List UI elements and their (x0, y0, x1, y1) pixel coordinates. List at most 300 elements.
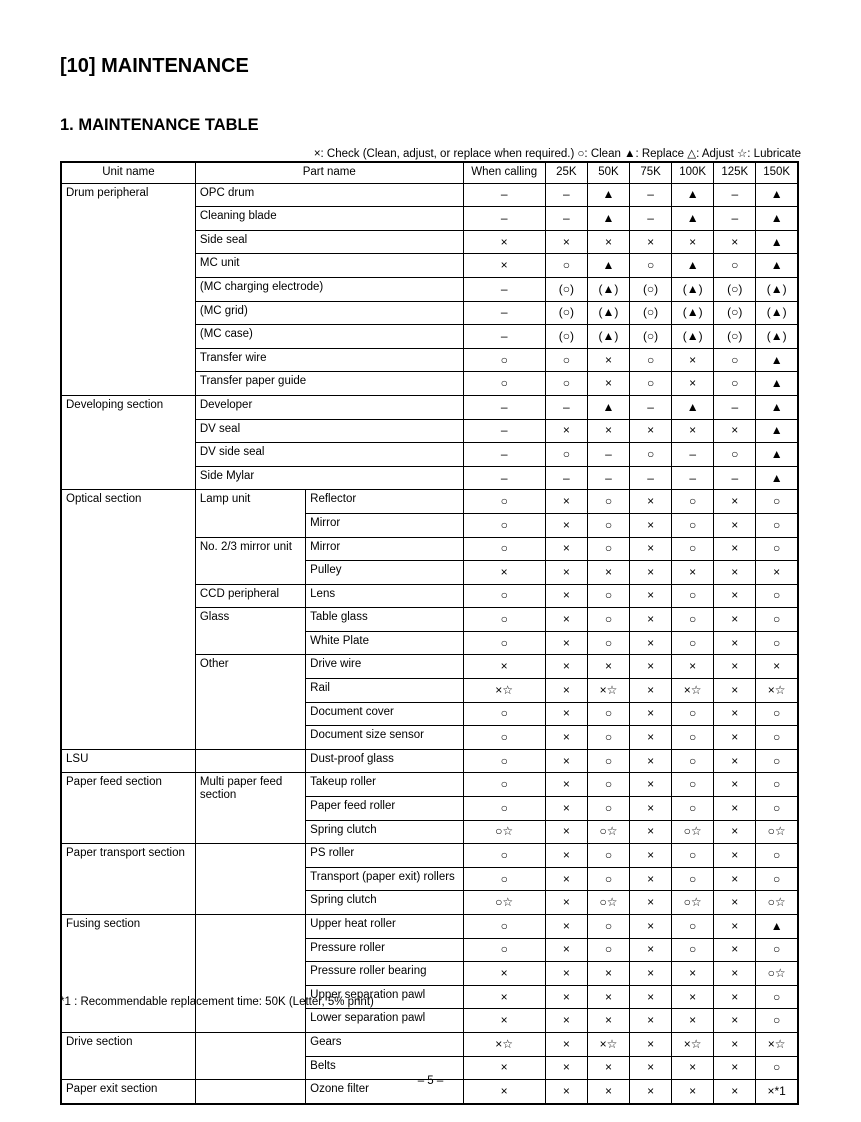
maintenance-symbol-cell: ○ (463, 631, 545, 655)
maintenance-symbol-cell: ×*1 (756, 1080, 798, 1104)
maintenance-symbol-cell: ▲ (672, 183, 714, 207)
maintenance-symbol-cell: ▲ (672, 395, 714, 419)
maintenance-symbol-cell: ○☆ (463, 891, 545, 915)
maintenance-symbol-cell: × (714, 820, 756, 844)
maintenance-symbol-cell: – (463, 395, 545, 419)
maintenance-symbol-cell: ○ (672, 749, 714, 773)
maintenance-symbol-cell: (▲) (672, 301, 714, 325)
maintenance-symbol-cell: ▲ (756, 419, 798, 443)
maintenance-symbol-cell: ○ (672, 938, 714, 962)
maintenance-symbol-cell: ○ (545, 443, 587, 467)
part-name-cell: Takeup roller (306, 773, 463, 797)
maintenance-symbol-cell: ○ (587, 797, 629, 821)
part-name-cell: (MC charging electrode) (195, 277, 463, 301)
maintenance-symbol-cell: × (714, 679, 756, 703)
part-group-cell (195, 749, 305, 773)
unit-name-cell: Paper feed section (61, 773, 195, 844)
column-header-when-calling: When calling (463, 162, 545, 183)
maintenance-symbol-cell: × (630, 655, 672, 679)
page-number: – 5 – (417, 1075, 444, 1087)
maintenance-symbol-cell: × (630, 844, 672, 868)
maintenance-symbol-cell: ○ (463, 938, 545, 962)
maintenance-symbol-cell: – (545, 395, 587, 419)
maintenance-symbol-cell: ▲ (587, 183, 629, 207)
maintenance-symbol-cell: (○) (545, 277, 587, 301)
maintenance-symbol-cell: ○ (756, 773, 798, 797)
maintenance-symbol-cell: ○ (672, 726, 714, 750)
maintenance-symbol-cell: ○☆ (672, 891, 714, 915)
maintenance-symbol-cell: ○ (587, 631, 629, 655)
part-name-cell: MC unit (195, 254, 463, 278)
maintenance-symbol-cell: ○ (756, 867, 798, 891)
maintenance-symbol-cell: × (630, 915, 672, 939)
unit-name-cell: Paper transport section (61, 844, 195, 915)
maintenance-symbol-cell: ▲ (756, 443, 798, 467)
maintenance-symbol-cell: × (545, 1032, 587, 1056)
maintenance-symbol-cell: × (630, 891, 672, 915)
maintenance-symbol-cell: ○☆ (463, 820, 545, 844)
maintenance-symbol-cell: × (630, 490, 672, 514)
maintenance-symbol-cell: ○☆ (756, 962, 798, 986)
unit-name-cell: LSU (61, 749, 195, 773)
maintenance-symbol-cell: × (545, 1080, 587, 1104)
maintenance-symbol-cell: ○ (756, 726, 798, 750)
part-name-cell: Mirror (306, 537, 463, 561)
maintenance-symbol-cell: ○ (587, 702, 629, 726)
maintenance-symbol-cell: (▲) (756, 277, 798, 301)
maintenance-symbol-cell: ○ (587, 844, 629, 868)
maintenance-symbol-cell: (○) (630, 277, 672, 301)
unit-name-cell: Optical section (61, 490, 195, 750)
part-name-cell: Lens (306, 584, 463, 608)
table-row (61, 183, 798, 207)
maintenance-symbol-cell: × (545, 230, 587, 254)
part-name-cell: Spring clutch (306, 820, 463, 844)
maintenance-symbol-cell: – (463, 301, 545, 325)
maintenance-symbol-cell: ○☆ (587, 820, 629, 844)
maintenance-symbol-cell: – (714, 395, 756, 419)
maintenance-symbol-cell: × (630, 749, 672, 773)
maintenance-symbol-cell: (○) (714, 325, 756, 349)
maintenance-symbol-cell: ○ (756, 584, 798, 608)
maintenance-symbol-cell: ○☆ (756, 820, 798, 844)
maintenance-symbol-cell: – (630, 183, 672, 207)
maintenance-symbol-cell: × (545, 938, 587, 962)
part-name-cell: Gears (306, 1032, 463, 1056)
maintenance-symbol-cell: (▲) (587, 277, 629, 301)
part-name-cell: Table glass (306, 608, 463, 632)
unit-name-cell: Drive section (61, 1032, 195, 1079)
maintenance-symbol-cell: – (463, 443, 545, 467)
footnote: *1 : Recommendable replacement time: 50K (Letter, 5% print) (60, 996, 374, 1008)
maintenance-symbol-cell: ○ (672, 915, 714, 939)
maintenance-symbol-cell: × (463, 985, 545, 1009)
part-name-cell: White Plate (306, 631, 463, 655)
unit-name-cell: Fusing section (61, 915, 195, 1033)
maintenance-symbol-cell: × (545, 844, 587, 868)
maintenance-symbol-cell: ○ (756, 537, 798, 561)
maintenance-symbol-cell: ▲ (756, 466, 798, 490)
maintenance-symbol-cell: ○ (463, 844, 545, 868)
maintenance-symbol-cell: × (545, 820, 587, 844)
maintenance-symbol-cell: × (545, 679, 587, 703)
part-name-cell: Spring clutch (306, 891, 463, 915)
part-name-cell: (MC grid) (195, 301, 463, 325)
maintenance-symbol-cell: – (587, 466, 629, 490)
maintenance-symbol-cell: × (672, 1080, 714, 1104)
maintenance-symbol-cell: × (545, 1009, 587, 1033)
maintenance-symbol-cell: ○ (756, 749, 798, 773)
maintenance-symbol-cell: × (630, 1056, 672, 1080)
maintenance-symbol-cell: ×☆ (587, 679, 629, 703)
maintenance-symbol-cell: × (587, 1056, 629, 1080)
maintenance-symbol-cell: – (545, 183, 587, 207)
part-name-cell: Reflector (306, 490, 463, 514)
maintenance-symbol-cell: × (672, 1009, 714, 1033)
maintenance-symbol-cell: ○ (463, 372, 545, 396)
maintenance-symbol-cell: × (714, 1080, 756, 1104)
part-name-cell: Cleaning blade (195, 207, 463, 231)
maintenance-symbol-cell: ○ (672, 584, 714, 608)
maintenance-symbol-cell: ○ (463, 726, 545, 750)
maintenance-symbol-cell: ○ (756, 938, 798, 962)
maintenance-symbol-cell: ×☆ (672, 679, 714, 703)
maintenance-symbol-cell: × (545, 419, 587, 443)
part-name-cell: (MC case) (195, 325, 463, 349)
maintenance-symbol-cell: × (630, 1009, 672, 1033)
unit-name-cell: Developing section (61, 395, 195, 489)
part-name-cell: Transport (paper exit) rollers (306, 867, 463, 891)
maintenance-symbol-cell: ○ (714, 443, 756, 467)
maintenance-symbol-cell: × (630, 230, 672, 254)
maintenance-symbol-cell: × (545, 513, 587, 537)
maintenance-symbol-cell: × (587, 985, 629, 1009)
maintenance-symbol-cell: (○) (545, 325, 587, 349)
table-row (61, 773, 798, 797)
maintenance-symbol-cell: – (630, 466, 672, 490)
maintenance-symbol-cell: ○ (672, 537, 714, 561)
part-name-cell: Transfer wire (195, 348, 463, 372)
maintenance-symbol-cell: ○ (463, 537, 545, 561)
maintenance-symbol-cell: × (630, 1080, 672, 1104)
maintenance-symbol-cell: ○ (756, 513, 798, 537)
maintenance-symbol-cell: ○ (587, 773, 629, 797)
maintenance-symbol-cell: × (587, 230, 629, 254)
maintenance-symbol-cell: × (545, 1056, 587, 1080)
maintenance-symbol-cell: ○ (672, 867, 714, 891)
maintenance-symbol-cell: × (630, 867, 672, 891)
maintenance-symbol-cell: ○ (587, 584, 629, 608)
maintenance-symbol-cell: × (714, 419, 756, 443)
maintenance-symbol-cell: (○) (714, 277, 756, 301)
maintenance-symbol-cell: – (672, 443, 714, 467)
maintenance-symbol-cell: × (672, 348, 714, 372)
part-name-cell: Paper feed roller (306, 797, 463, 821)
part-name-cell: Lower separation pawl (306, 1009, 463, 1033)
maintenance-symbol-cell: × (630, 962, 672, 986)
maintenance-symbol-cell: ×☆ (463, 679, 545, 703)
maintenance-symbol-cell: × (463, 1056, 545, 1080)
maintenance-symbol-cell: × (714, 1009, 756, 1033)
maintenance-symbol-cell: – (714, 466, 756, 490)
maintenance-symbol-cell: ○ (463, 584, 545, 608)
maintenance-symbol-cell: × (630, 985, 672, 1009)
maintenance-symbol-cell: × (463, 254, 545, 278)
maintenance-symbol-cell: × (630, 726, 672, 750)
part-group-cell (195, 1032, 305, 1079)
maintenance-symbol-cell: × (587, 1080, 629, 1104)
maintenance-symbol-cell: × (545, 702, 587, 726)
maintenance-symbol-cell: ○ (463, 915, 545, 939)
maintenance-symbol-cell: × (463, 1009, 545, 1033)
maintenance-symbol-cell: – (463, 325, 545, 349)
maintenance-symbol-cell: ▲ (756, 915, 798, 939)
maintenance-symbol-cell: ○☆ (672, 820, 714, 844)
maintenance-symbol-cell: × (714, 726, 756, 750)
maintenance-symbol-cell: ×☆ (587, 1032, 629, 1056)
maintenance-symbol-cell: ▲ (587, 207, 629, 231)
part-group-cell: CCD peripheral (195, 584, 305, 608)
maintenance-symbol-cell: × (545, 490, 587, 514)
maintenance-symbol-cell: ▲ (587, 254, 629, 278)
maintenance-symbol-cell: ○ (672, 702, 714, 726)
maintenance-symbol-cell: × (630, 608, 672, 632)
part-group-cell: Lamp unit (195, 490, 305, 537)
maintenance-symbol-cell: ○ (587, 749, 629, 773)
maintenance-symbol-cell: ○ (463, 608, 545, 632)
maintenance-symbol-cell: × (630, 679, 672, 703)
maintenance-symbol-cell: ○ (587, 608, 629, 632)
maintenance-symbol-cell: ○ (587, 490, 629, 514)
maintenance-symbol-cell: ○ (756, 490, 798, 514)
part-name-cell: Pulley (306, 561, 463, 585)
column-header-unit-name: Unit name (61, 162, 195, 183)
maintenance-table (60, 161, 799, 1105)
maintenance-symbol-cell: (▲) (587, 325, 629, 349)
part-name-cell: PS roller (306, 844, 463, 868)
maintenance-symbol-cell: × (714, 230, 756, 254)
maintenance-symbol-cell: ○ (463, 348, 545, 372)
part-group-cell: Glass (195, 608, 305, 655)
maintenance-symbol-cell: × (714, 490, 756, 514)
part-group-cell: Other (195, 655, 305, 749)
maintenance-symbol-cell: ▲ (756, 348, 798, 372)
maintenance-symbol-cell: ○☆ (756, 891, 798, 915)
maintenance-symbol-cell: × (672, 962, 714, 986)
part-name-cell: DV seal (195, 419, 463, 443)
maintenance-symbol-cell: ○ (714, 348, 756, 372)
column-header-150k: 150K (756, 162, 798, 183)
maintenance-symbol-cell: ▲ (672, 254, 714, 278)
maintenance-symbol-cell: × (714, 915, 756, 939)
maintenance-symbol-cell: ▲ (587, 395, 629, 419)
maintenance-symbol-cell: × (545, 726, 587, 750)
table-row (61, 844, 798, 868)
maintenance-symbol-cell: ○ (463, 867, 545, 891)
maintenance-symbol-cell: – (714, 207, 756, 231)
maintenance-symbol-cell: × (630, 797, 672, 821)
maintenance-symbol-cell: ○ (756, 797, 798, 821)
unit-name-cell: Drum peripheral (61, 183, 195, 395)
maintenance-symbol-cell: – (545, 466, 587, 490)
maintenance-symbol-cell: × (630, 584, 672, 608)
maintenance-symbol-cell: × (672, 985, 714, 1009)
maintenance-symbol-cell: ○ (672, 490, 714, 514)
maintenance-symbol-cell: × (714, 655, 756, 679)
maintenance-symbol-cell: × (714, 1056, 756, 1080)
part-name-cell: OPC drum (195, 183, 463, 207)
maintenance-symbol-cell: × (545, 537, 587, 561)
maintenance-symbol-cell: ○ (672, 773, 714, 797)
maintenance-symbol-cell: ○ (630, 348, 672, 372)
part-name-cell: Side Mylar (195, 466, 463, 490)
maintenance-symbol-cell: × (714, 584, 756, 608)
maintenance-symbol-cell: (○) (714, 301, 756, 325)
maintenance-symbol-cell: ○ (463, 749, 545, 773)
maintenance-symbol-cell: × (587, 372, 629, 396)
maintenance-symbol-cell: × (714, 938, 756, 962)
maintenance-symbol-cell: × (672, 1056, 714, 1080)
maintenance-symbol-cell: × (587, 1009, 629, 1033)
maintenance-symbol-cell: × (672, 230, 714, 254)
maintenance-symbol-cell: × (714, 844, 756, 868)
table-header-row (61, 162, 798, 183)
maintenance-symbol-cell: × (587, 561, 629, 585)
maintenance-symbol-cell: × (545, 561, 587, 585)
maintenance-symbol-cell: (○) (630, 301, 672, 325)
section-title: 1. MAINTENANCE TABLE (60, 116, 259, 134)
maintenance-symbol-cell: × (545, 655, 587, 679)
column-header-100k: 100K (672, 162, 714, 183)
column-header-50k: 50K (587, 162, 629, 183)
maintenance-symbol-cell: × (545, 773, 587, 797)
maintenance-symbol-cell: ▲ (756, 183, 798, 207)
maintenance-symbol-cell: × (463, 230, 545, 254)
maintenance-symbol-cell: × (672, 372, 714, 396)
maintenance-symbol-cell: × (714, 962, 756, 986)
maintenance-symbol-cell: × (714, 773, 756, 797)
part-name-cell: Pressure roller bearing (306, 962, 463, 986)
part-name-cell: Upper heat roller (306, 915, 463, 939)
table-row (61, 490, 798, 514)
part-group-cell: Multi paper feed section (195, 773, 305, 844)
maintenance-symbol-cell: (▲) (756, 301, 798, 325)
column-header-part-name: Part name (195, 162, 463, 183)
maintenance-symbol-cell: ○ (545, 372, 587, 396)
maintenance-symbol-cell: ▲ (756, 372, 798, 396)
maintenance-symbol-cell: × (672, 561, 714, 585)
maintenance-symbol-cell: × (545, 891, 587, 915)
maintenance-symbol-cell: × (545, 631, 587, 655)
maintenance-symbol-cell: × (545, 608, 587, 632)
part-group-cell: No. 2/3 mirror unit (195, 537, 305, 584)
maintenance-symbol-cell: – (672, 466, 714, 490)
maintenance-symbol-cell: × (587, 962, 629, 986)
column-header-75k: 75K (630, 162, 672, 183)
maintenance-symbol-cell: ▲ (672, 207, 714, 231)
part-name-cell: Transfer paper guide (195, 372, 463, 396)
maintenance-symbol-cell: × (714, 1032, 756, 1056)
column-header-25k: 25K (545, 162, 587, 183)
maintenance-symbol-cell: × (756, 561, 798, 585)
unit-name-cell: Paper exit section (61, 1080, 195, 1104)
maintenance-symbol-cell: ○ (463, 702, 545, 726)
maintenance-symbol-cell: ○ (463, 513, 545, 537)
part-name-cell: Pressure roller (306, 938, 463, 962)
maintenance-symbol-cell: ○ (587, 915, 629, 939)
maintenance-symbol-cell: ○ (756, 1009, 798, 1033)
maintenance-symbol-cell: ○ (672, 797, 714, 821)
part-name-cell: Drive wire (306, 655, 463, 679)
maintenance-symbol-cell: × (714, 537, 756, 561)
maintenance-symbol-cell: ○ (587, 513, 629, 537)
maintenance-symbol-cell: × (714, 631, 756, 655)
maintenance-symbol-cell: ▲ (756, 395, 798, 419)
maintenance-symbol-cell: ○ (756, 1056, 798, 1080)
maintenance-symbol-cell: × (630, 702, 672, 726)
maintenance-symbol-cell: × (545, 962, 587, 986)
part-group-cell (195, 915, 305, 1033)
maintenance-symbol-cell: – (630, 207, 672, 231)
maintenance-symbol-cell: × (714, 513, 756, 537)
part-name-cell: Dust-proof glass (306, 749, 463, 773)
maintenance-symbol-cell: ×☆ (756, 679, 798, 703)
maintenance-symbol-cell: × (630, 820, 672, 844)
maintenance-symbol-cell: × (672, 419, 714, 443)
maintenance-symbol-cell: ○ (463, 797, 545, 821)
maintenance-symbol-cell: × (545, 915, 587, 939)
maintenance-symbol-cell: ○ (756, 844, 798, 868)
maintenance-symbol-cell: × (630, 561, 672, 585)
maintenance-symbol-cell: (○) (630, 325, 672, 349)
maintenance-symbol-cell: × (630, 513, 672, 537)
part-group-cell (195, 844, 305, 915)
maintenance-symbol-cell: ○ (630, 372, 672, 396)
maintenance-symbol-cell: × (545, 985, 587, 1009)
maintenance-symbol-cell: × (714, 749, 756, 773)
maintenance-symbol-cell: ○ (756, 631, 798, 655)
maintenance-symbol-cell: × (714, 985, 756, 1009)
table-row (61, 1032, 798, 1056)
maintenance-symbol-cell: ○☆ (587, 891, 629, 915)
maintenance-symbol-cell: – (463, 419, 545, 443)
maintenance-symbol-cell: ○ (587, 867, 629, 891)
maintenance-symbol-cell: ○ (545, 348, 587, 372)
maintenance-symbol-cell: ○ (672, 513, 714, 537)
part-name-cell: Document size sensor (306, 726, 463, 750)
part-name-cell: Side seal (195, 230, 463, 254)
maintenance-symbol-cell: ○ (756, 702, 798, 726)
maintenance-symbol-cell: × (714, 891, 756, 915)
maintenance-symbol-cell: × (630, 631, 672, 655)
part-name-cell: Developer (195, 395, 463, 419)
maintenance-symbol-cell: × (463, 962, 545, 986)
maintenance-symbol-cell: ○ (756, 985, 798, 1009)
maintenance-symbol-cell: ×☆ (756, 1032, 798, 1056)
maintenance-symbol-cell: (○) (545, 301, 587, 325)
page-title: [10] MAINTENANCE (60, 55, 249, 77)
maintenance-symbol-cell: ○ (630, 443, 672, 467)
maintenance-symbol-cell: (▲) (672, 277, 714, 301)
maintenance-symbol-cell: × (463, 1080, 545, 1104)
maintenance-symbol-cell: ×☆ (463, 1032, 545, 1056)
maintenance-symbol-cell: ○ (756, 608, 798, 632)
maintenance-symbol-cell: ○ (587, 537, 629, 561)
maintenance-symbol-cell: × (714, 608, 756, 632)
maintenance-symbol-cell: × (672, 655, 714, 679)
maintenance-symbol-cell: ○ (463, 773, 545, 797)
maintenance-symbol-cell: × (545, 749, 587, 773)
